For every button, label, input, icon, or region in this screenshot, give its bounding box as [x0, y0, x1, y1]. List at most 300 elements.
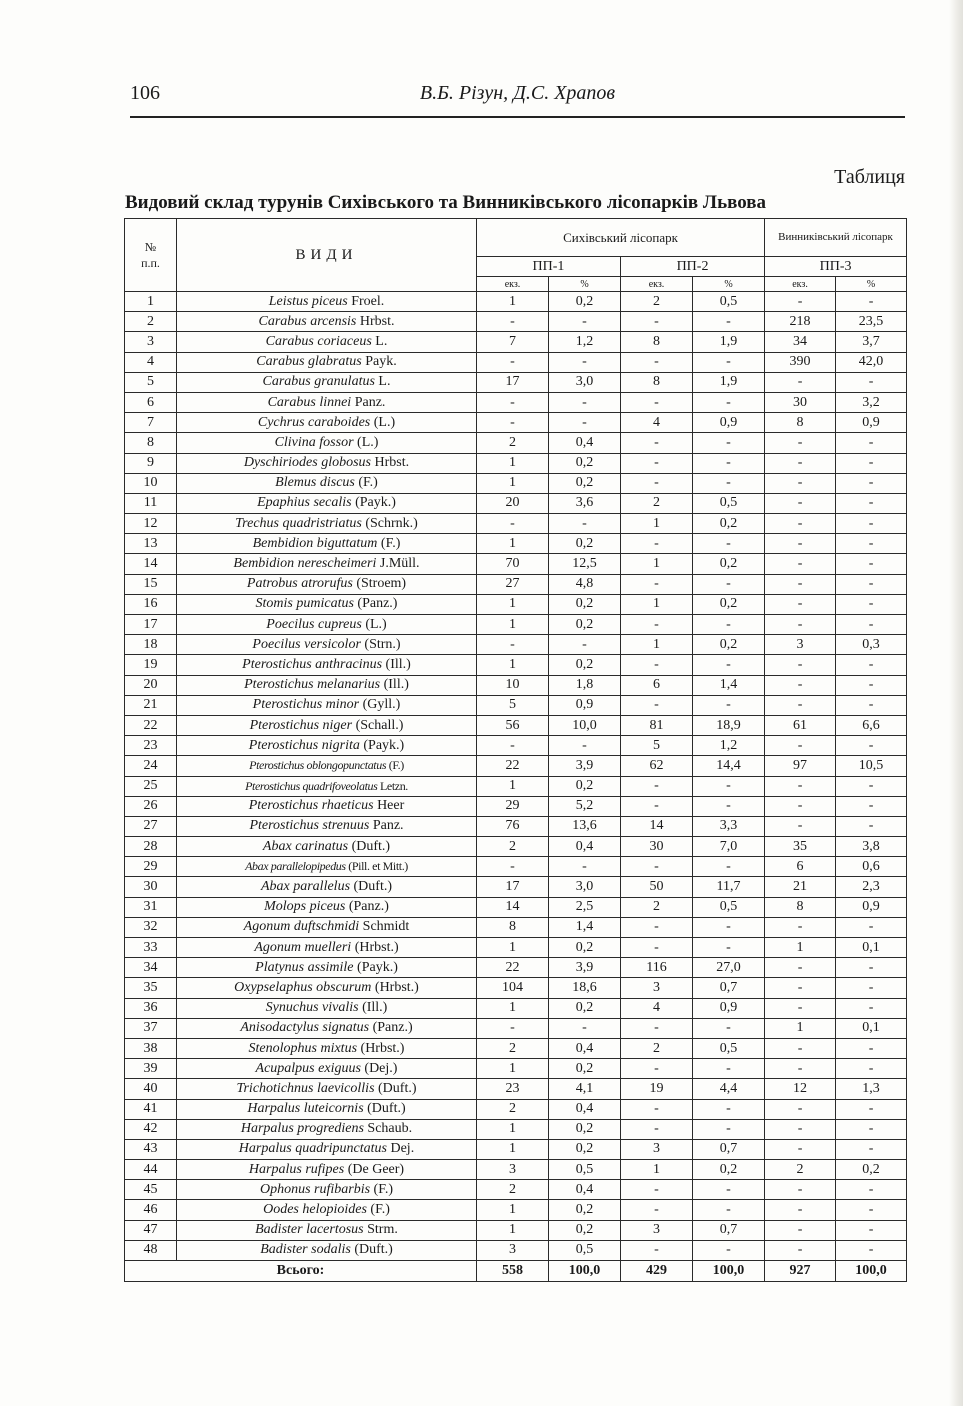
- species-author: (Panz.): [348, 899, 389, 915]
- species-author: (Payk.): [363, 737, 405, 753]
- table-row: [125, 796, 907, 816]
- cell-pp2-count: 2: [621, 493, 693, 513]
- cell-pp3-count: -: [765, 1059, 836, 1079]
- cell-pp2-percent: -: [693, 655, 765, 675]
- cell-pp1-count: 22: [477, 958, 549, 978]
- cell-species: [177, 776, 477, 796]
- species-author: L.: [375, 333, 388, 349]
- cell-pp2-percent: 0,9: [693, 413, 765, 433]
- cell-pp2-percent: -: [693, 1119, 765, 1139]
- cell-pp2-count: -: [621, 453, 693, 473]
- cell-row-number: 28: [125, 837, 177, 857]
- cell-pp3-count: 1: [765, 938, 836, 958]
- table-row: [125, 978, 907, 998]
- cell-pp3-percent: -: [836, 978, 907, 998]
- species-author: Panz.: [372, 818, 404, 834]
- cell-pp2-percent: 1,4: [693, 675, 765, 695]
- cell-row-number: 35: [125, 978, 177, 998]
- cell-row-number: 44: [125, 1160, 177, 1180]
- cell-species: [177, 413, 477, 433]
- table-row: [125, 1139, 907, 1159]
- cell-pp3-percent: -: [836, 453, 907, 473]
- cell-pp1-count: 14: [477, 897, 549, 917]
- cell-pp3-percent: -: [836, 292, 907, 312]
- header-species: ВИДИ: [177, 219, 477, 292]
- cell-row-number: 4: [125, 352, 177, 372]
- species-author: (Pill. et Mitt.): [348, 859, 408, 874]
- cell-pp1-count: 3: [477, 1160, 549, 1180]
- cell-pp3-count: 6: [765, 857, 836, 877]
- cell-row-number: 30: [125, 877, 177, 897]
- cell-species: [177, 292, 477, 312]
- cell-pp2-count: 116: [621, 958, 693, 978]
- cell-pp3-percent: 0,2: [836, 1160, 907, 1180]
- species-latin-name: Carabus coriaceus: [265, 333, 372, 349]
- species-latin-name: Bembidion biguttatum: [252, 535, 378, 551]
- cell-pp1-percent: 0,2: [549, 655, 621, 675]
- cell-species: [177, 1038, 477, 1058]
- cell-species: [177, 958, 477, 978]
- table-row: [125, 1038, 907, 1058]
- cell-pp3-percent: 0,9: [836, 897, 907, 917]
- cell-pp2-count: -: [621, 796, 693, 816]
- cell-row-number: 3: [125, 332, 177, 352]
- cell-pp2-percent: -: [693, 392, 765, 412]
- table-row: [125, 1099, 907, 1119]
- species-author: (Payk.): [355, 495, 396, 511]
- cell-species: [177, 372, 477, 392]
- cell-pp2-percent: 0,2: [693, 554, 765, 574]
- cell-pp3-count: -: [765, 594, 836, 614]
- cell-pp2-count: -: [621, 1099, 693, 1119]
- page-number: 106: [130, 82, 160, 104]
- cell-pp1-count: 1: [477, 1119, 549, 1139]
- header-pp1: ПП-1: [477, 257, 621, 277]
- cell-pp3-percent: 6,6: [836, 715, 907, 735]
- species-author: (Duft.): [367, 1101, 406, 1117]
- table-row: [125, 1160, 907, 1180]
- cell-row-number: 48: [125, 1240, 177, 1260]
- cell-pp3-count: 61: [765, 715, 836, 735]
- cell-pp2-percent: -: [693, 695, 765, 715]
- table-row: [125, 756, 907, 776]
- cell-row-number: 1: [125, 292, 177, 312]
- table-row: [125, 1119, 907, 1139]
- cell-pp3-percent: -: [836, 1220, 907, 1240]
- cell-pp1-count: 1: [477, 1139, 549, 1159]
- cell-pp1-percent: -: [549, 312, 621, 332]
- cell-pp1-percent: 0,2: [549, 776, 621, 796]
- cell-pp2-count: 50: [621, 877, 693, 897]
- cell-row-number: 38: [125, 1038, 177, 1058]
- table-row: [125, 473, 907, 493]
- species-author: (Hrbst.): [360, 1040, 405, 1056]
- cell-row-number: 5: [125, 372, 177, 392]
- cell-pp3-count: -: [765, 292, 836, 312]
- cell-pp3-percent: -: [836, 998, 907, 1018]
- cell-pp3-percent: 0,1: [836, 1018, 907, 1038]
- cell-pp3-count: 8: [765, 413, 836, 433]
- cell-pp1-percent: -: [549, 352, 621, 372]
- table-row: [125, 1240, 907, 1260]
- cell-row-number: 8: [125, 433, 177, 453]
- species-latin-name: Pterostichus nigrita: [248, 737, 360, 753]
- cell-pp3-percent: -: [836, 554, 907, 574]
- cell-pp2-percent: 0,2: [693, 1160, 765, 1180]
- cell-pp1-percent: 0,9: [549, 695, 621, 715]
- cell-pp1-percent: 0,2: [549, 615, 621, 635]
- species-author: (Schrnk.): [365, 515, 418, 531]
- cell-pp3-percent: 10,5: [836, 756, 907, 776]
- cell-pp1-percent: 0,2: [549, 1139, 621, 1159]
- cell-pp3-percent: -: [836, 1099, 907, 1119]
- species-author: (Duft.): [354, 1242, 393, 1258]
- cell-pp3-percent: -: [836, 958, 907, 978]
- cell-row-number: 6: [125, 392, 177, 412]
- cell-pp2-percent: -: [693, 1180, 765, 1200]
- cell-pp2-percent: 0,5: [693, 1038, 765, 1058]
- cell-pp3-percent: 0,3: [836, 635, 907, 655]
- cell-species: [177, 695, 477, 715]
- table-row: [125, 292, 907, 312]
- species-author: Dej.: [390, 1141, 415, 1157]
- cell-species: [177, 1079, 477, 1099]
- cell-row-number: 7: [125, 413, 177, 433]
- cell-row-number: 26: [125, 796, 177, 816]
- cell-pp2-percent: -: [693, 433, 765, 453]
- total-pp1-count: 558: [477, 1261, 549, 1282]
- cell-pp1-percent: 4,8: [549, 574, 621, 594]
- header-number-symbol: №: [144, 240, 157, 254]
- cell-species: [177, 1119, 477, 1139]
- species-latin-name: Platynus assimile: [255, 959, 354, 975]
- cell-pp1-count: 1: [477, 292, 549, 312]
- species-author: Letzn.: [379, 778, 408, 793]
- cell-pp2-percent: 11,7: [693, 877, 765, 897]
- table-row: [125, 776, 907, 796]
- cell-pp1-percent: 1,8: [549, 675, 621, 695]
- cell-species: [177, 514, 477, 534]
- species-latin-name: Badister sodalis: [260, 1242, 351, 1258]
- cell-pp3-count: -: [765, 1180, 836, 1200]
- cell-pp2-percent: 1,9: [693, 332, 765, 352]
- cell-species: [177, 534, 477, 554]
- cell-pp1-percent: 10,0: [549, 715, 621, 735]
- cell-species: [177, 897, 477, 917]
- cell-pp2-percent: 7,0: [693, 837, 765, 857]
- cell-pp1-count: -: [477, 352, 549, 372]
- cell-pp2-count: 2: [621, 897, 693, 917]
- cell-pp1-percent: 0,2: [549, 998, 621, 1018]
- species-latin-name: Pterostichus oblongopunctatus: [249, 758, 387, 773]
- cell-pp3-percent: -: [836, 493, 907, 513]
- cell-pp3-count: -: [765, 917, 836, 937]
- table-row: [125, 695, 907, 715]
- cell-pp3-count: -: [765, 473, 836, 493]
- table-row: [125, 1059, 907, 1079]
- cell-pp2-count: 6: [621, 675, 693, 695]
- total-pp3-percent: 100,0: [836, 1261, 907, 1282]
- species-latin-name: Oxypselaphus obscurum: [234, 979, 372, 995]
- cell-pp2-percent: -: [693, 796, 765, 816]
- cell-pp1-percent: 0,4: [549, 1180, 621, 1200]
- species-author: (Stroem): [356, 576, 407, 592]
- cell-row-number: 41: [125, 1099, 177, 1119]
- species-author: Schaub.: [367, 1121, 413, 1137]
- cell-row-number: 10: [125, 473, 177, 493]
- cell-pp3-percent: -: [836, 736, 907, 756]
- cell-pp3-percent: 0,9: [836, 413, 907, 433]
- cell-pp2-percent: -: [693, 473, 765, 493]
- cell-pp1-count: 76: [477, 816, 549, 836]
- cell-pp3-count: -: [765, 433, 836, 453]
- species-latin-name: Pterostichus quadrifoveolatus: [245, 778, 378, 793]
- cell-pp1-percent: 0,5: [549, 1240, 621, 1260]
- cell-pp2-percent: 3,3: [693, 816, 765, 836]
- table-row: [125, 372, 907, 392]
- cell-pp1-percent: 0,2: [549, 473, 621, 493]
- cell-pp2-percent: -: [693, 1099, 765, 1119]
- cell-row-number: 43: [125, 1139, 177, 1159]
- species-latin-name: Molops piceus: [264, 899, 346, 915]
- cell-species: [177, 816, 477, 836]
- cell-pp1-percent: 0,2: [549, 1200, 621, 1220]
- table-row: [125, 615, 907, 635]
- cell-pp3-percent: -: [836, 594, 907, 614]
- species-latin-name: Abax carinatus: [262, 838, 349, 854]
- cell-row-number: 29: [125, 857, 177, 877]
- header-pp2-percent: %: [693, 277, 765, 292]
- cell-pp3-count: -: [765, 574, 836, 594]
- cell-pp1-percent: 0,2: [549, 1220, 621, 1240]
- total-pp1-percent: 100,0: [549, 1261, 621, 1282]
- cell-pp1-count: 1: [477, 1200, 549, 1220]
- cell-pp1-count: 2: [477, 433, 549, 453]
- cell-pp2-count: -: [621, 776, 693, 796]
- table-title: Видовий склад турунів Сихівського та Винниківського лісопарків Львова: [125, 192, 767, 213]
- species-latin-name: Harpalus luteicornis: [247, 1101, 364, 1117]
- cell-pp3-count: -: [765, 1119, 836, 1139]
- cell-species: [177, 917, 477, 937]
- header-pp1-count: екз.: [477, 277, 549, 292]
- cell-pp2-percent: 0,2: [693, 635, 765, 655]
- cell-pp3-count: 390: [765, 352, 836, 372]
- cell-pp3-count: -: [765, 493, 836, 513]
- cell-pp3-count: 2: [765, 1160, 836, 1180]
- cell-pp2-count: -: [621, 392, 693, 412]
- cell-species: [177, 554, 477, 574]
- species-latin-name: Trechus quadristriatus: [235, 515, 362, 531]
- species-author: (Dej.): [364, 1060, 398, 1076]
- species-author: Hrbst.: [374, 455, 410, 471]
- scan-edge: [949, 0, 963, 1406]
- cell-pp3-percent: -: [836, 534, 907, 554]
- cell-pp2-percent: 0,5: [693, 493, 765, 513]
- cell-pp1-count: 56: [477, 715, 549, 735]
- species-latin-name: Ophonus rufibarbis: [259, 1181, 371, 1197]
- cell-pp3-count: -: [765, 514, 836, 534]
- cell-species: [177, 655, 477, 675]
- cell-row-number: 27: [125, 816, 177, 836]
- cell-pp1-count: 3: [477, 1240, 549, 1260]
- species-latin-name: Pterostichus anthracinus: [242, 656, 383, 672]
- species-latin-name: Carabus linnei: [267, 394, 352, 410]
- species-latin-name: Acupalpus exiguus: [255, 1060, 361, 1076]
- cell-pp1-count: 1: [477, 594, 549, 614]
- table-row: [125, 574, 907, 594]
- table-row: [125, 514, 907, 534]
- cell-pp2-count: -: [621, 1059, 693, 1079]
- cell-pp2-count: -: [621, 574, 693, 594]
- cell-pp1-percent: 0,2: [549, 1059, 621, 1079]
- cell-pp3-percent: -: [836, 433, 907, 453]
- cell-pp3-percent: -: [836, 917, 907, 937]
- cell-species: [177, 1220, 477, 1240]
- cell-row-number: 32: [125, 917, 177, 937]
- cell-pp2-count: -: [621, 473, 693, 493]
- cell-pp1-percent: -: [549, 392, 621, 412]
- cell-species: [177, 877, 477, 897]
- cell-species: [177, 998, 477, 1018]
- species-table: [124, 218, 907, 1282]
- cell-pp1-percent: 0,5: [549, 1160, 621, 1180]
- cell-pp1-percent: 3,9: [549, 756, 621, 776]
- cell-pp1-count: 20: [477, 493, 549, 513]
- cell-species: [177, 1059, 477, 1079]
- cell-species: [177, 594, 477, 614]
- cell-pp1-count: 27: [477, 574, 549, 594]
- species-latin-name: Dyschiriodes globosus: [243, 455, 372, 471]
- species-latin-name: Carabus granulatus: [262, 374, 375, 390]
- cell-row-number: 39: [125, 1059, 177, 1079]
- cell-pp1-count: 1: [477, 534, 549, 554]
- table-row: [125, 998, 907, 1018]
- cell-pp1-count: -: [477, 312, 549, 332]
- cell-pp3-count: -: [765, 958, 836, 978]
- cell-species: [177, 574, 477, 594]
- table-row: [125, 332, 907, 352]
- species-latin-name: Carabus glabratus: [256, 354, 362, 370]
- cell-pp3-count: 30: [765, 392, 836, 412]
- cell-pp3-percent: 3,2: [836, 392, 907, 412]
- table-row: [125, 938, 907, 958]
- cell-pp1-count: 22: [477, 756, 549, 776]
- cell-pp2-percent: 0,7: [693, 1220, 765, 1240]
- table-body: [125, 292, 907, 1261]
- species-latin-name: Stenolophus mixtus: [248, 1040, 358, 1056]
- cell-species: [177, 493, 477, 513]
- cell-row-number: 45: [125, 1180, 177, 1200]
- cell-pp2-count: 2: [621, 292, 693, 312]
- cell-species: [177, 453, 477, 473]
- cell-pp1-percent: 0,2: [549, 453, 621, 473]
- cell-pp2-percent: -: [693, 534, 765, 554]
- cell-pp3-count: 1: [765, 1018, 836, 1038]
- species-author: (F.): [370, 1202, 390, 1218]
- species-latin-name: Pterostichus strenuus: [249, 818, 370, 834]
- cell-pp2-count: 30: [621, 837, 693, 857]
- cell-species: [177, 1018, 477, 1038]
- cell-pp1-count: 104: [477, 978, 549, 998]
- cell-pp2-percent: 0,7: [693, 1139, 765, 1159]
- cell-species: [177, 857, 477, 877]
- cell-species: [177, 1099, 477, 1119]
- cell-row-number: 40: [125, 1079, 177, 1099]
- cell-row-number: 47: [125, 1220, 177, 1240]
- species-author: Hrbst.: [359, 313, 395, 329]
- cell-pp1-percent: 0,2: [549, 292, 621, 312]
- cell-species: [177, 1160, 477, 1180]
- species-author: (F.): [388, 758, 404, 773]
- cell-pp2-percent: -: [693, 312, 765, 332]
- cell-pp2-count: 5: [621, 736, 693, 756]
- table-row: [125, 493, 907, 513]
- table-row: [125, 877, 907, 897]
- header-pp2-count: екз.: [621, 277, 693, 292]
- cell-pp2-count: -: [621, 1180, 693, 1200]
- cell-row-number: 21: [125, 695, 177, 715]
- cell-pp3-count: -: [765, 978, 836, 998]
- table-row: [125, 1018, 907, 1038]
- species-latin-name: Abax parallelopipedus: [245, 859, 346, 874]
- cell-pp2-percent: 4,4: [693, 1079, 765, 1099]
- table-row: [125, 1200, 907, 1220]
- cell-pp2-count: 62: [621, 756, 693, 776]
- table-row: [125, 958, 907, 978]
- cell-pp3-count: -: [765, 998, 836, 1018]
- cell-pp2-percent: -: [693, 615, 765, 635]
- species-latin-name: Poecilus cupreus: [266, 616, 362, 632]
- cell-pp2-count: 1: [621, 514, 693, 534]
- cell-pp2-count: 1: [621, 554, 693, 574]
- table-row: [125, 897, 907, 917]
- species-latin-name: Epaphius secalis: [257, 495, 352, 511]
- cell-pp1-percent: 2,5: [549, 897, 621, 917]
- cell-pp3-percent: -: [836, 816, 907, 836]
- header-pp3-count: екз.: [765, 277, 836, 292]
- cell-pp3-count: -: [765, 816, 836, 836]
- cell-pp2-count: 3: [621, 1220, 693, 1240]
- cell-pp1-count: -: [477, 1018, 549, 1038]
- cell-pp3-percent: 42,0: [836, 352, 907, 372]
- cell-pp1-percent: -: [549, 635, 621, 655]
- species-latin-name: Leistus piceus: [268, 293, 348, 309]
- cell-row-number: 46: [125, 1200, 177, 1220]
- species-latin-name: Pterostichus rhaeticus: [248, 798, 374, 814]
- cell-pp1-percent: 0,2: [549, 938, 621, 958]
- species-latin-name: Anisodactylus signatus: [240, 1020, 370, 1036]
- table-row: [125, 554, 907, 574]
- cell-pp1-count: 8: [477, 917, 549, 937]
- cell-species: [177, 1240, 477, 1260]
- cell-pp2-percent: 0,7: [693, 978, 765, 998]
- header-pp3-percent: %: [836, 277, 907, 292]
- cell-pp3-count: -: [765, 655, 836, 675]
- species-latin-name: Clivina fossor: [274, 434, 354, 450]
- cell-pp3-percent: -: [836, 1119, 907, 1139]
- cell-pp3-count: -: [765, 1139, 836, 1159]
- cell-pp2-count: -: [621, 312, 693, 332]
- cell-pp2-count: -: [621, 938, 693, 958]
- cell-pp3-count: -: [765, 1220, 836, 1240]
- cell-row-number: 42: [125, 1119, 177, 1139]
- cell-pp3-count: 34: [765, 332, 836, 352]
- cell-pp3-percent: 1,3: [836, 1079, 907, 1099]
- table-row: [125, 736, 907, 756]
- cell-pp3-percent: -: [836, 776, 907, 796]
- cell-pp1-percent: 0,4: [549, 1099, 621, 1119]
- cell-species: [177, 615, 477, 635]
